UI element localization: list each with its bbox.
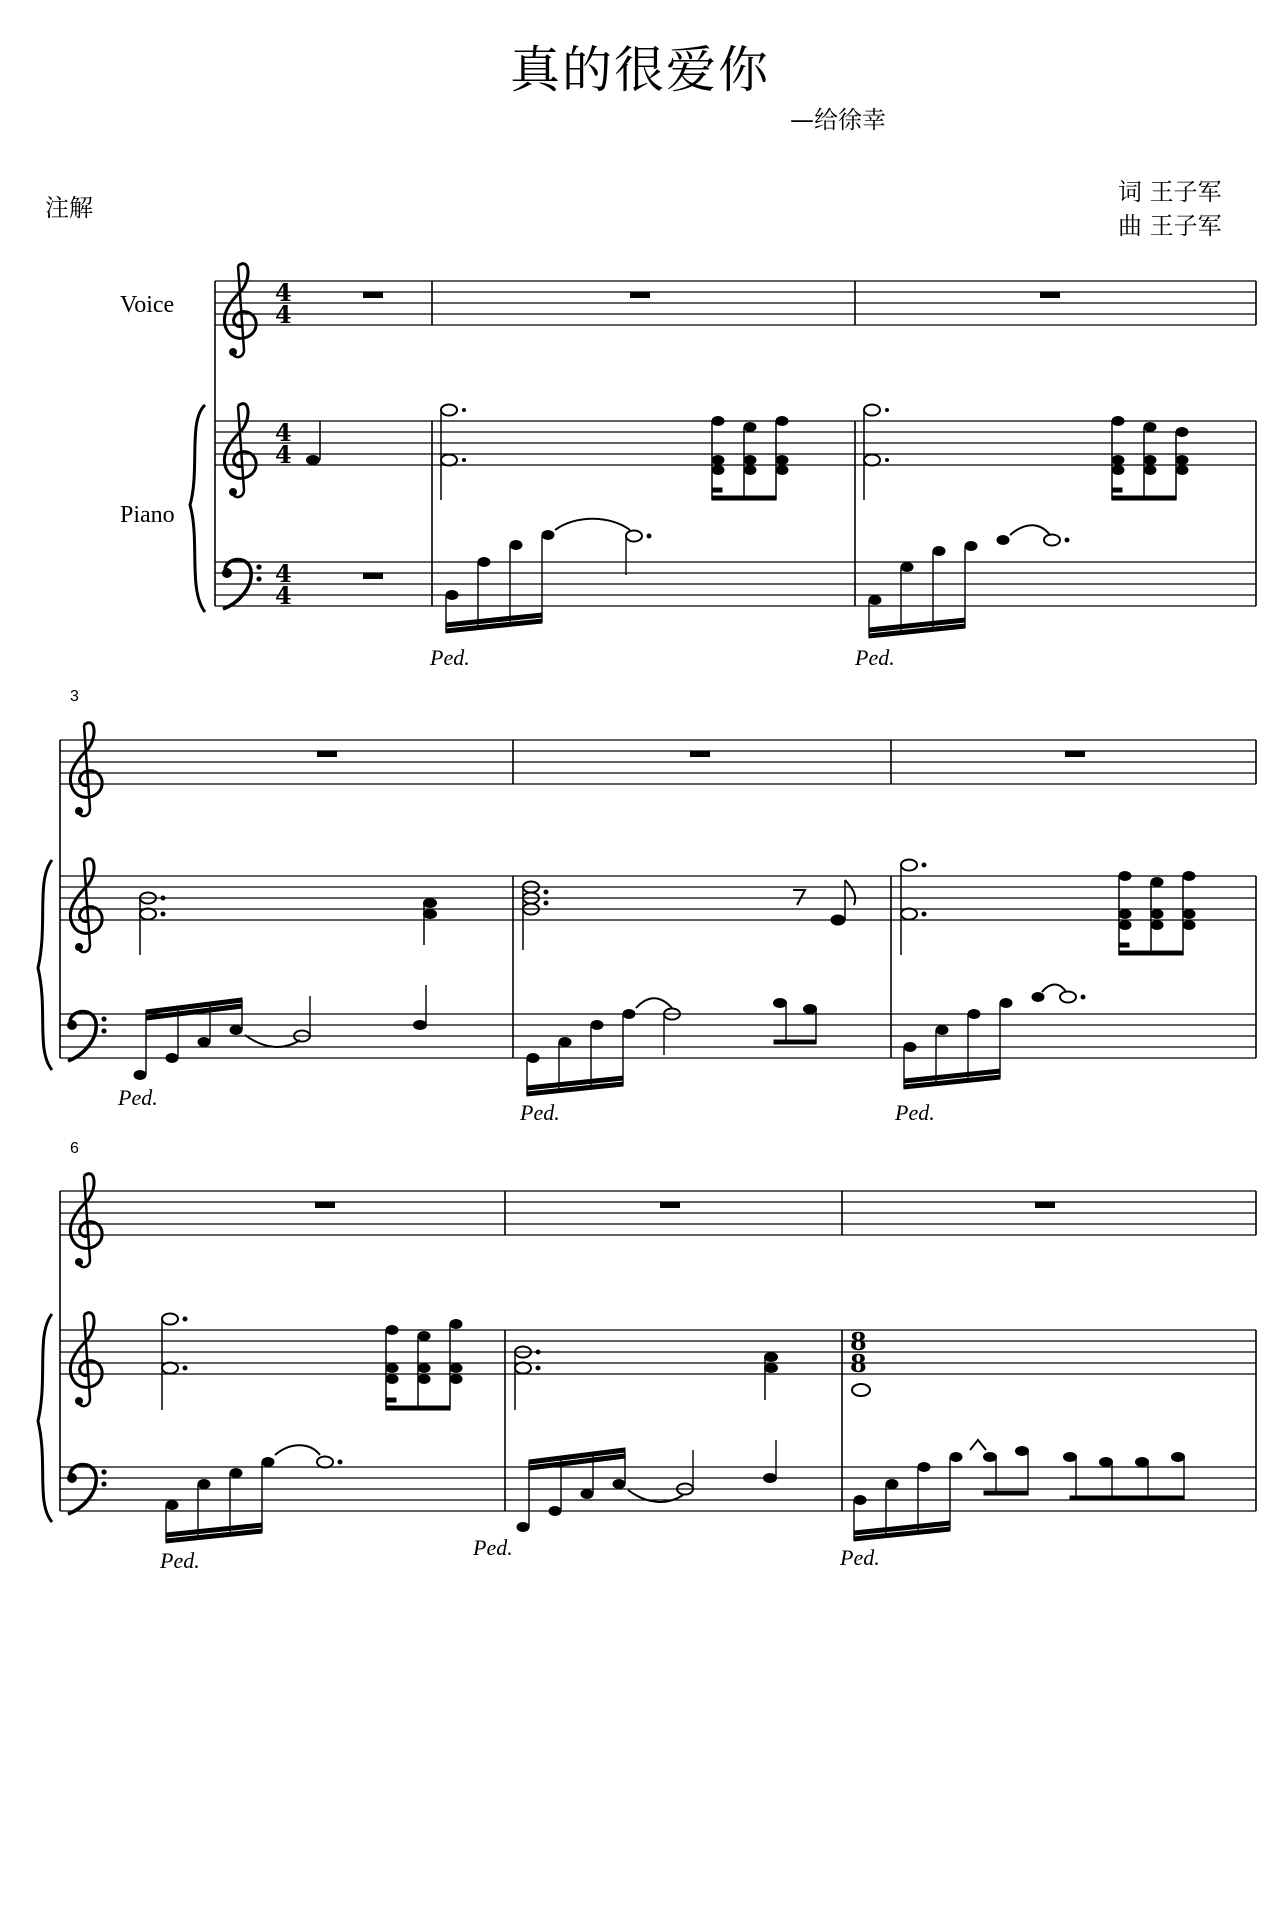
score-title: 真的很爱你 [510, 41, 770, 99]
chord [441, 405, 466, 501]
voice-rest [315, 1202, 335, 1208]
piano-treble-staff [60, 1330, 1256, 1374]
voice-rest [630, 292, 650, 298]
system-1 [190, 264, 1256, 670]
chord [864, 405, 889, 501]
voice-treble-clef [70, 723, 102, 816]
chord [162, 1314, 187, 1411]
voice-time-sig-bottom: 4 [275, 300, 292, 329]
composer-credit: 曲 王子军 [1118, 212, 1222, 240]
bass-arpeggio [854, 1440, 1185, 1541]
pedal-marking: Ped. [118, 1085, 158, 1110]
bass-arpeggio [904, 985, 1085, 1090]
piano-treble-staff [215, 421, 1256, 465]
pedal-marking: Ped. [895, 1100, 935, 1125]
chord [140, 893, 437, 956]
bass-arpeggio [869, 525, 1069, 638]
bass-arpeggio [134, 985, 427, 1080]
measure-number-6: 6 [70, 1140, 79, 1157]
treble-time-sig-top: 4 [275, 418, 292, 447]
chord-group [386, 1320, 462, 1411]
voice-rest [690, 751, 710, 757]
pedal-marking: Ped. [855, 645, 895, 670]
voice-time-sig-top: 4 [275, 278, 292, 307]
bass-arpeggio [446, 519, 651, 633]
annotation-label: 注解 [45, 194, 93, 222]
pedal-marking: Ped. [430, 645, 470, 670]
pedal-marking: Ped. [840, 1545, 880, 1570]
pedal-marking: Ped. [520, 1100, 560, 1125]
piano-treble-clef [70, 1313, 102, 1406]
voice-rest [363, 292, 383, 298]
voice-treble-clef [224, 264, 256, 357]
chord-group [1112, 417, 1188, 501]
voice-instrument-label: Voice [120, 292, 175, 318]
chord [515, 1347, 778, 1411]
time-sig-change-bottom: 8 [850, 1349, 867, 1378]
voice-rest [660, 1202, 680, 1208]
voice-staff [215, 281, 1256, 325]
note [306, 455, 320, 465]
bass-time-sig-bottom: 4 [275, 581, 292, 610]
voice-staff [60, 1191, 1256, 1235]
piano-instrument-label: Piano [120, 502, 175, 528]
lyricist-credit: 词 王子军 [1118, 178, 1222, 206]
voice-staff [60, 740, 1256, 784]
system-2 [38, 723, 1256, 1125]
bass-time-sig-top: 4 [275, 559, 292, 588]
piano-treble-clef [224, 404, 256, 497]
piano-treble-clef [70, 859, 102, 952]
pedal-marking: Ped. [160, 1548, 200, 1573]
chord-group [1119, 872, 1195, 956]
bass-arpeggio [517, 1440, 777, 1532]
piano-bass-staff [60, 1014, 1256, 1058]
piano-brace [38, 1314, 52, 1522]
chord-group [712, 417, 788, 501]
piano-brace [190, 405, 205, 612]
barlines [60, 740, 1256, 1058]
bass-rest [363, 573, 383, 579]
piano-brace [38, 860, 52, 1070]
chord [901, 860, 926, 956]
pedal-marking: Ped. [473, 1535, 513, 1560]
voice-rest [1040, 292, 1060, 298]
chord [523, 880, 855, 950]
voice-treble-clef [70, 1174, 102, 1267]
system-3 [38, 1174, 1256, 1573]
piano-bass-staff [215, 562, 1256, 606]
bass-arpeggio [166, 1445, 342, 1543]
voice-rest [1065, 751, 1085, 757]
score-subtitle: —给徐幸 [790, 106, 886, 134]
treble-time-sig-bottom: 4 [275, 440, 292, 469]
voice-rest [1035, 1202, 1055, 1208]
time-sig-change-top: 8 [850, 1327, 867, 1356]
voice-rest [317, 751, 337, 757]
piano-treble-staff [60, 876, 1256, 920]
whole-note [852, 1384, 870, 1396]
measure-number-3: 3 [70, 688, 79, 705]
